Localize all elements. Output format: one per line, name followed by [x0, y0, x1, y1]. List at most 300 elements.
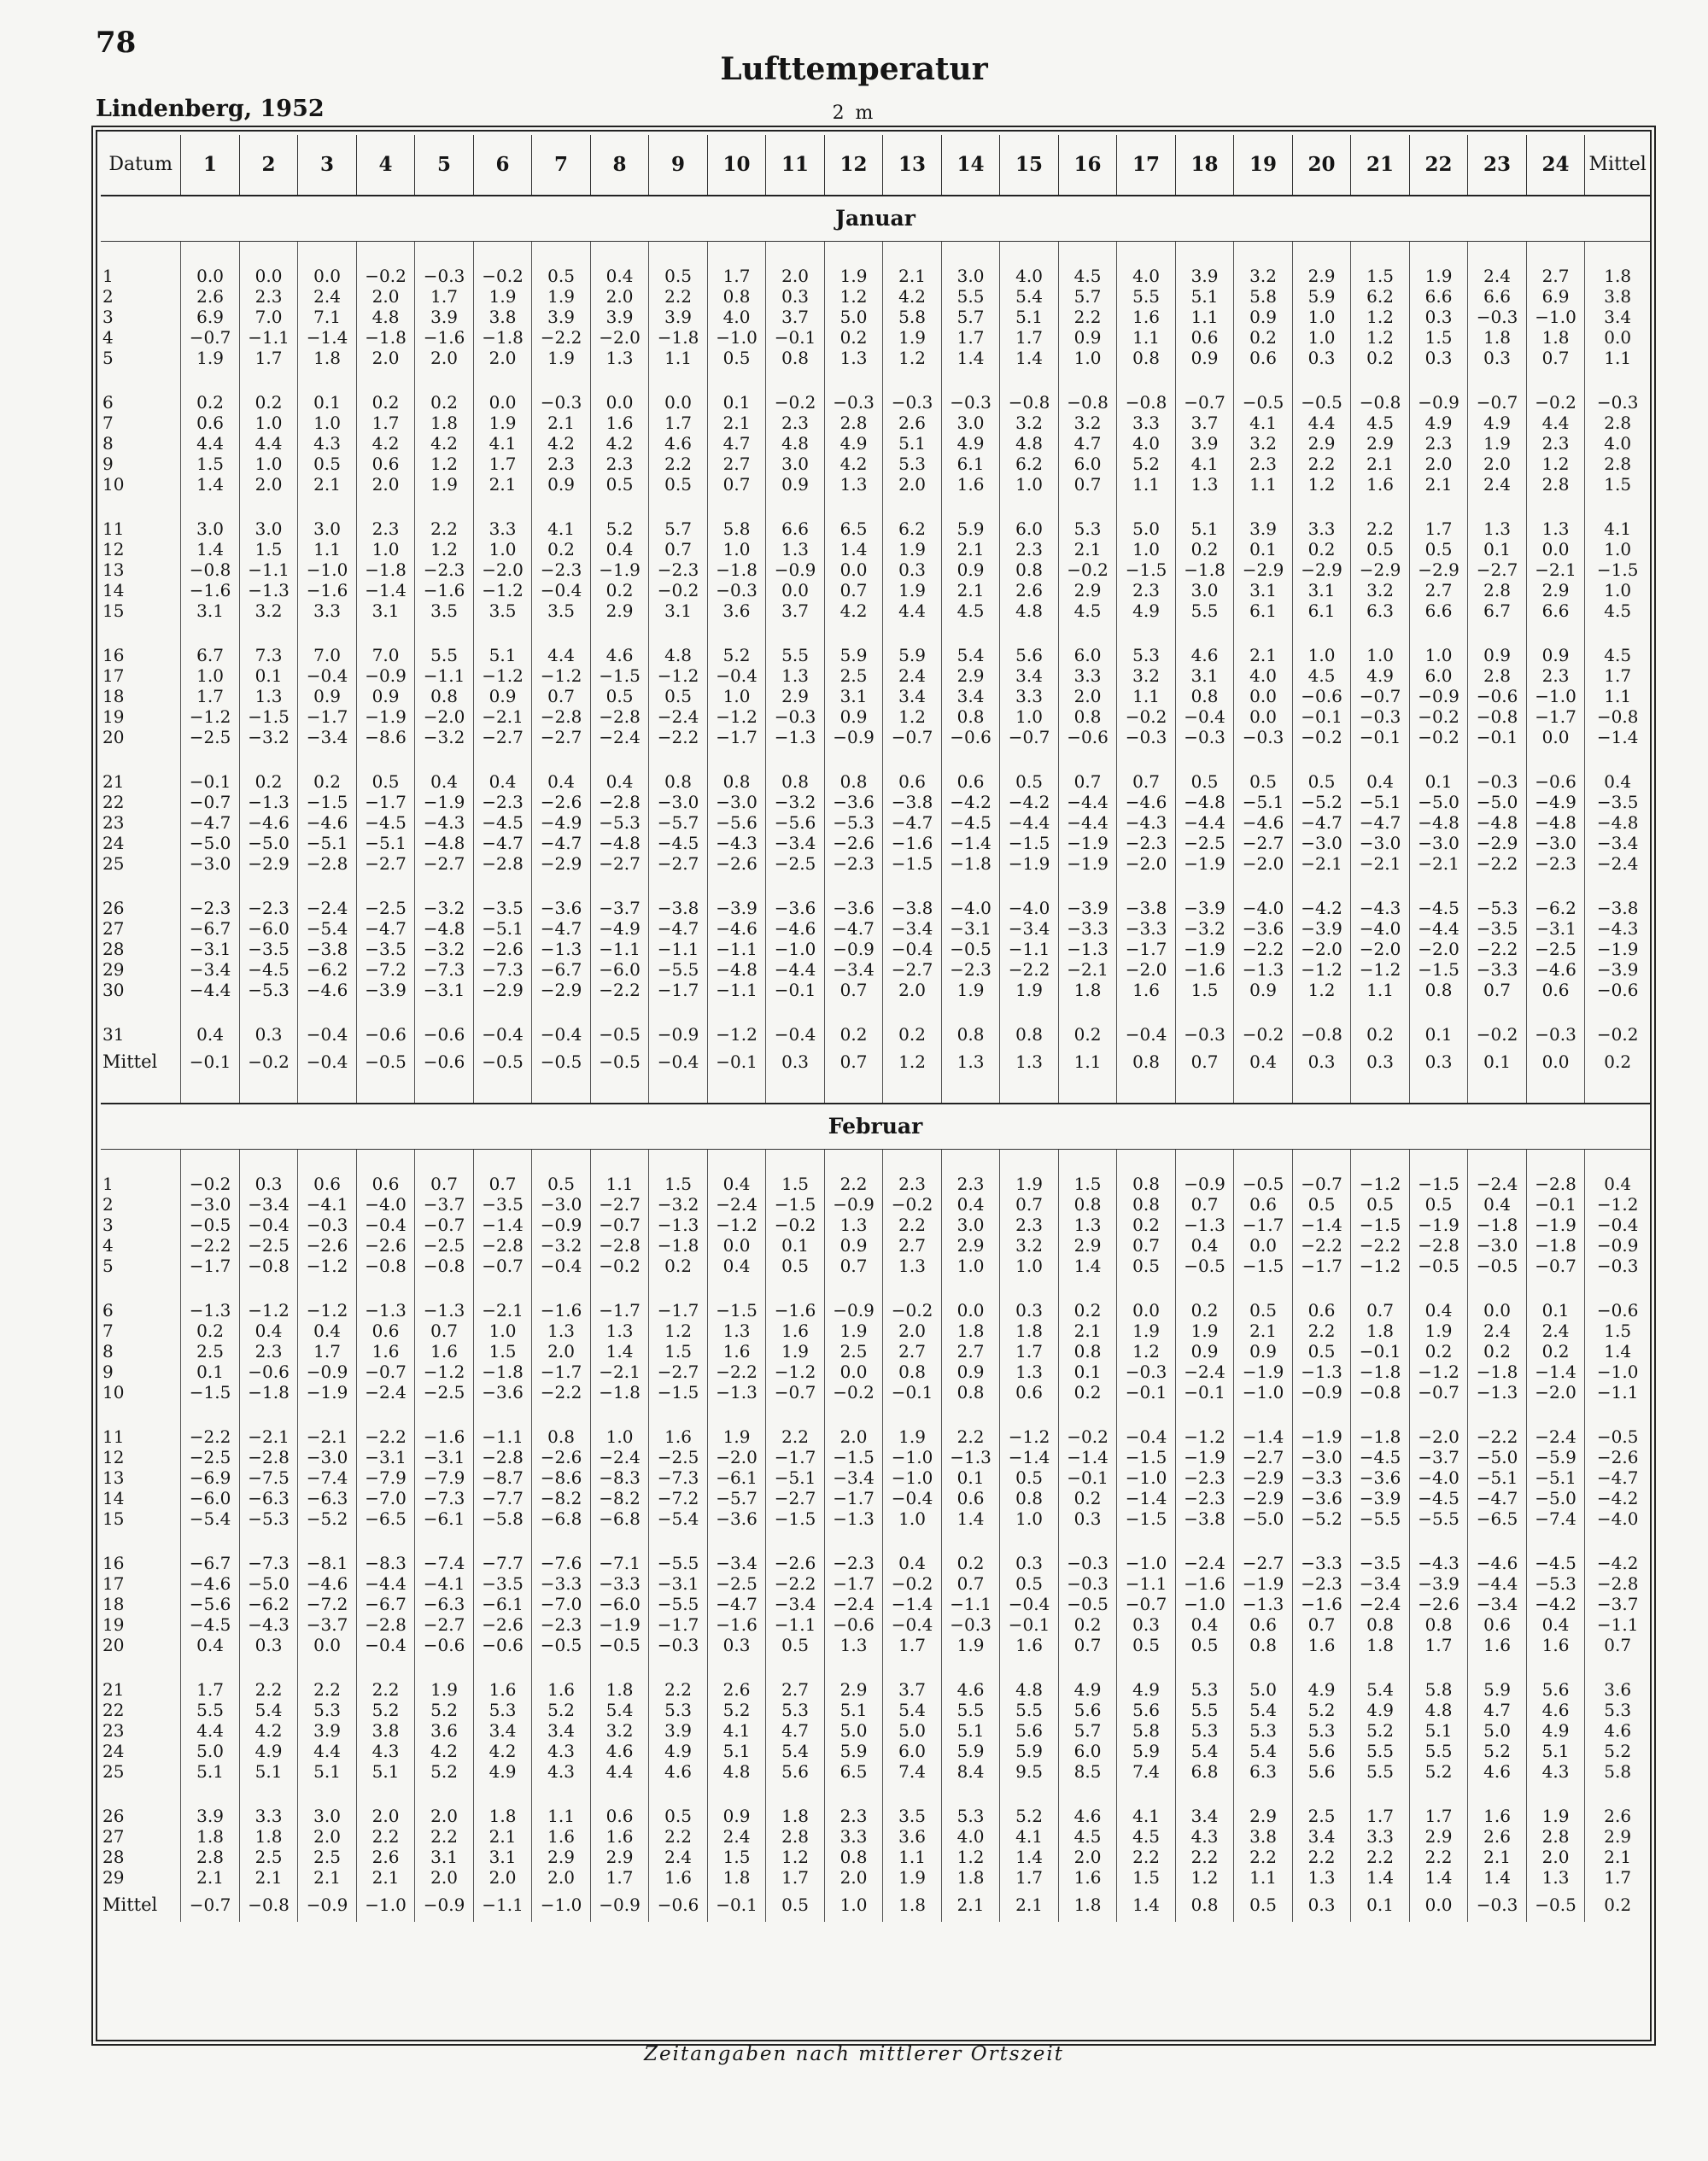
- daily-mean: −3.9: [1585, 959, 1650, 980]
- hourly-value: 0.6: [590, 1806, 649, 1826]
- daily-mean: −0.8: [1585, 706, 1650, 727]
- hourly-value: 3.1: [356, 600, 415, 621]
- hourly-value: 1.8: [1058, 1888, 1117, 1922]
- hourly-value: −4.6: [298, 1573, 357, 1594]
- hourly-value: 0.4: [1468, 1194, 1527, 1215]
- hourly-value: −6.2: [1526, 898, 1585, 918]
- spacer-row: [101, 1079, 1650, 1104]
- hourly-value: 0.2: [415, 392, 474, 413]
- day-number: 25: [102, 853, 125, 874]
- hourly-value: −0.9: [590, 1888, 649, 1922]
- daily-mean: −1.5: [1585, 559, 1650, 580]
- hourly-value: 4.4: [532, 645, 591, 665]
- hourly-value: −0.4: [298, 665, 357, 686]
- hourly-value: 3.3: [298, 600, 357, 621]
- hourly-value: −1.8: [1351, 1426, 1410, 1447]
- hourly-value: 5.1: [298, 1761, 357, 1782]
- hourly-value: −3.9: [1292, 918, 1351, 939]
- hourly-value: 0.8: [824, 1847, 883, 1867]
- hourly-value: −1.3: [356, 1300, 415, 1321]
- daily-mean: −3.5: [1585, 792, 1650, 812]
- hourly-value: −0.9: [824, 727, 883, 747]
- hourly-value: −2.8: [356, 1614, 415, 1635]
- hourly-value: −2.3: [1526, 853, 1585, 874]
- hourly-value: −1.6: [1175, 1573, 1234, 1594]
- hourly-value: 0.2: [356, 392, 415, 413]
- hourly-value: 5.2: [1000, 1806, 1059, 1826]
- hourly-value: 2.1: [473, 1826, 532, 1847]
- hourly-value: 2.0: [824, 1867, 883, 1888]
- hourly-value: −4.4: [1175, 812, 1234, 833]
- hourly-value: −0.2: [1058, 559, 1117, 580]
- hourly-value: −2.2: [649, 727, 708, 747]
- hourly-value: 2.9: [1351, 433, 1410, 454]
- hourly-value: −4.7: [473, 833, 532, 853]
- hourly-value: 1.6: [766, 1321, 825, 1341]
- hourly-value: 5.8: [1409, 1679, 1468, 1700]
- hourly-value: 2.8: [1468, 665, 1527, 686]
- hourly-value: 3.9: [590, 307, 649, 327]
- hourly-value: −0.7: [356, 1362, 415, 1382]
- hourly-value: 5.3: [766, 1700, 825, 1720]
- hourly-value: −0.2: [356, 266, 415, 286]
- hourly-value: 1.6: [590, 1826, 649, 1847]
- hourly-value: −1.6: [181, 580, 240, 600]
- hourly-value: −7.2: [649, 1488, 708, 1508]
- hourly-value: 0.9: [532, 474, 591, 495]
- hourly-value: 0.9: [1234, 980, 1293, 1000]
- hourly-value: 5.2: [532, 1700, 591, 1720]
- hourly-value: −4.3: [1351, 898, 1410, 918]
- hourly-value: −0.2: [1058, 1426, 1117, 1447]
- daily-mean: −1.1: [1585, 1382, 1650, 1403]
- hourly-value: −2.0: [1292, 939, 1351, 959]
- day-row: [101, 600, 1650, 621]
- hourly-value: 0.0: [766, 580, 825, 600]
- hourly-value: −1.9: [1058, 853, 1117, 874]
- hourly-value: −2.7: [649, 1362, 708, 1382]
- hourly-value: −3.0: [532, 1194, 591, 1215]
- hourly-value: 0.9: [1234, 1341, 1293, 1362]
- hourly-value: 0.5: [649, 686, 708, 706]
- hourly-value: 6.9: [181, 307, 240, 327]
- hourly-value: 5.6: [1000, 1720, 1059, 1741]
- hourly-value: −0.8: [1351, 1382, 1410, 1403]
- hourly-value: 5.0: [824, 307, 883, 327]
- hourly-value: 5.7: [1058, 286, 1117, 307]
- hourly-value: 4.3: [1526, 1761, 1585, 1782]
- hourly-value: 1.9: [1409, 1321, 1468, 1341]
- hourly-value: 0.9: [473, 686, 532, 706]
- hourly-value: 5.1: [356, 1761, 415, 1782]
- hourly-value: 2.0: [473, 1867, 532, 1888]
- day-row: [101, 474, 1650, 495]
- hourly-value: −2.1: [590, 1362, 649, 1382]
- hourly-value: 0.4: [298, 1321, 357, 1341]
- hourly-value: 2.1: [1058, 1321, 1117, 1341]
- hourly-value: 3.4: [1292, 1826, 1351, 1847]
- hourly-value: 2.1: [1234, 1321, 1293, 1341]
- hourly-value: 0.5: [298, 454, 357, 474]
- hourly-value: −2.9: [473, 980, 532, 1000]
- hourly-value: −6.8: [532, 1508, 591, 1529]
- hourly-value: 0.3: [1292, 348, 1351, 368]
- hourly-value: 1.9: [883, 539, 942, 559]
- hourly-value: −2.6: [532, 792, 591, 812]
- hourly-value: 2.6: [1000, 580, 1059, 600]
- hourly-value: −2.6: [766, 1553, 825, 1573]
- hourly-value: 0.2: [824, 327, 883, 348]
- hourly-value: 1.2: [1292, 980, 1351, 1000]
- hourly-value: 0.6: [941, 771, 1000, 792]
- hourly-value: 4.2: [590, 433, 649, 454]
- day-number: 5: [102, 1256, 114, 1276]
- hourly-value: 0.9: [1526, 645, 1585, 665]
- hourly-value: −0.1: [1351, 727, 1410, 747]
- hourly-value: 3.7: [766, 600, 825, 621]
- hourly-value: −0.7: [1351, 686, 1410, 706]
- hourly-value: 1.7: [298, 1341, 357, 1362]
- hourly-value: −1.3: [1292, 1362, 1351, 1382]
- hourly-value: 2.0: [532, 1341, 591, 1362]
- hourly-value: −1.4: [1526, 1362, 1585, 1382]
- hourly-value: −2.4: [1526, 1426, 1585, 1447]
- hourly-value: −2.0: [1117, 853, 1176, 874]
- hourly-value: −2.3: [415, 559, 474, 580]
- day-number: 1: [102, 266, 114, 286]
- hourly-value: 0.7: [1351, 1300, 1410, 1321]
- hourly-value: 3.1: [1175, 665, 1234, 686]
- hourly-value: 0.5: [1351, 1194, 1410, 1215]
- hourly-value: 1.7: [1000, 327, 1059, 348]
- hourly-value: −0.3: [1058, 1573, 1117, 1594]
- hourly-value: 2.2: [1292, 1847, 1351, 1867]
- hourly-value: −1.5: [766, 1194, 825, 1215]
- hourly-value: −0.6: [941, 727, 1000, 747]
- hourly-value: 2.1: [298, 474, 357, 495]
- hourly-value: −1.5: [1117, 1508, 1176, 1529]
- hourly-value: 4.3: [298, 433, 357, 454]
- hourly-value: 4.6: [1058, 1806, 1117, 1826]
- hourly-value: 0.2: [1468, 1341, 1527, 1362]
- hourly-value: −1.5: [590, 665, 649, 686]
- header-hour-21: 21: [1351, 135, 1410, 196]
- hourly-value: −2.7: [1234, 1553, 1293, 1573]
- daily-mean: −2.8: [1585, 1573, 1650, 1594]
- hourly-value: 1.4: [181, 474, 240, 495]
- hourly-value: 1.9: [766, 1341, 825, 1362]
- hourly-value: 5.3: [1058, 518, 1117, 539]
- hourly-value: −2.3: [181, 898, 240, 918]
- hourly-value: 0.2: [1058, 1300, 1117, 1321]
- header-hour-1: 1: [181, 135, 240, 196]
- hourly-value: −1.2: [473, 665, 532, 686]
- day-row: [101, 1488, 1650, 1508]
- hourly-value: −4.5: [181, 1614, 240, 1635]
- spacer-row: [101, 1150, 1650, 1174]
- hourly-value: 2.9: [941, 665, 1000, 686]
- hourly-value: 3.0: [298, 1806, 357, 1826]
- hourly-value: 0.1: [1058, 1362, 1117, 1382]
- hourly-value: 4.0: [1117, 433, 1176, 454]
- hourly-value: 2.1: [883, 266, 942, 286]
- hourly-value: −1.1: [941, 1594, 1000, 1614]
- daily-mean: −1.0: [1585, 1362, 1650, 1382]
- hourly-value: 2.9: [1292, 433, 1351, 454]
- hourly-value: 0.2: [1175, 539, 1234, 559]
- hourly-value: −1.9: [356, 706, 415, 727]
- hourly-value: −1.7: [824, 1573, 883, 1594]
- hourly-value: −8.3: [356, 1553, 415, 1573]
- hourly-value: −7.5: [239, 1467, 298, 1488]
- hourly-value: 1.6: [1292, 1635, 1351, 1655]
- hourly-value: −3.5: [1468, 918, 1527, 939]
- hourly-value: 3.2: [1234, 433, 1293, 454]
- hourly-value: 0.8: [1234, 1635, 1293, 1655]
- hourly-value: −2.2: [766, 1573, 825, 1594]
- hourly-value: 0.1: [1526, 1300, 1585, 1321]
- hourly-value: 0.4: [1351, 771, 1410, 792]
- hourly-value: −0.9: [298, 1362, 357, 1382]
- hourly-value: −1.5: [707, 1300, 766, 1321]
- hourly-value: 1.3: [824, 474, 883, 495]
- hourly-value: 1.3: [1000, 1045, 1059, 1079]
- station-year: Lindenberg, 1952: [96, 96, 325, 122]
- hourly-value: −5.1: [1526, 1467, 1585, 1488]
- hourly-value: 1.5: [707, 1847, 766, 1867]
- hourly-value: 4.8: [649, 645, 708, 665]
- hourly-value: 5.1: [1526, 1741, 1585, 1761]
- hourly-value: −0.9: [649, 1024, 708, 1045]
- hourly-value: −0.3: [1117, 727, 1176, 747]
- hourly-value: −2.5: [181, 1447, 240, 1467]
- hourly-value: −0.8: [356, 1256, 415, 1276]
- hourly-value: −4.6: [707, 918, 766, 939]
- hourly-value: 0.1: [239, 665, 298, 686]
- hourly-value: −4.8: [415, 833, 474, 853]
- header-hour-17: 17: [1117, 135, 1176, 196]
- hourly-value: −2.2: [707, 1362, 766, 1382]
- hourly-value: −3.0: [1351, 833, 1410, 853]
- hourly-value: −1.6: [415, 327, 474, 348]
- hourly-value: 3.6: [883, 1826, 942, 1847]
- hourly-value: 0.9: [1175, 1341, 1234, 1362]
- hourly-value: 2.9: [1058, 580, 1117, 600]
- hourly-value: 1.9: [473, 286, 532, 307]
- day-row: [101, 1867, 1650, 1888]
- hourly-value: 0.2: [1234, 327, 1293, 348]
- hourly-value: 1.3: [766, 539, 825, 559]
- daily-mean: 4.1: [1585, 518, 1650, 539]
- hourly-value: −0.1: [1526, 1194, 1585, 1215]
- hourly-value: −1.6: [298, 580, 357, 600]
- hourly-value: −3.5: [473, 1573, 532, 1594]
- day-row: [101, 580, 1650, 600]
- hourly-value: 5.3: [1175, 1720, 1234, 1741]
- hourly-value: −7.3: [415, 959, 474, 980]
- hourly-value: −2.7: [415, 853, 474, 874]
- hourly-value: −0.2: [883, 1194, 942, 1215]
- hourly-value: 1.1: [883, 1847, 942, 1867]
- hourly-value: 3.3: [239, 1806, 298, 1826]
- hourly-value: 1.1: [1117, 686, 1176, 706]
- hourly-value: −4.3: [239, 1614, 298, 1635]
- hourly-value: −3.6: [532, 898, 591, 918]
- hourly-value: −2.6: [532, 1447, 591, 1467]
- hourly-value: −0.8: [1351, 392, 1410, 413]
- daily-mean: −4.8: [1585, 812, 1650, 833]
- hourly-value: −1.6: [415, 1426, 474, 1447]
- hourly-value: 5.5: [1117, 286, 1176, 307]
- hourly-value: 0.2: [883, 1024, 942, 1045]
- day-row: [101, 518, 1650, 539]
- hourly-value: 2.6: [883, 413, 942, 433]
- hourly-value: −0.4: [649, 1045, 708, 1079]
- hourly-value: −1.8: [707, 559, 766, 580]
- hourly-value: 1.3: [707, 1321, 766, 1341]
- hourly-value: 6.6: [1468, 286, 1527, 307]
- hourly-value: −1.3: [649, 1215, 708, 1235]
- hourly-value: 2.7: [1409, 580, 1468, 600]
- hourly-value: 1.1: [1058, 1045, 1117, 1079]
- hourly-value: 1.6: [707, 1341, 766, 1362]
- hourly-value: 4.1: [1175, 454, 1234, 474]
- hourly-value: 1.6: [1526, 1635, 1585, 1655]
- hourly-value: 3.5: [532, 600, 591, 621]
- hourly-value: −3.8: [883, 898, 942, 918]
- hourly-value: 1.6: [1351, 474, 1410, 495]
- hourly-value: −3.1: [1526, 918, 1585, 939]
- hourly-value: 3.0: [1175, 580, 1234, 600]
- hourly-value: 2.9: [941, 1235, 1000, 1256]
- hourly-value: 6.2: [883, 518, 942, 539]
- hourly-value: 0.5: [1409, 539, 1468, 559]
- hourly-value: −2.3: [824, 1553, 883, 1573]
- hourly-value: −2.0: [415, 706, 474, 727]
- hourly-value: −2.8: [239, 1447, 298, 1467]
- hourly-value: 2.9: [766, 686, 825, 706]
- hourly-value: 0.5: [590, 686, 649, 706]
- hourly-value: 1.0: [298, 413, 357, 433]
- hourly-value: 4.5: [1117, 1826, 1176, 1847]
- day-number: 27: [102, 918, 125, 939]
- hourly-value: −0.5: [1526, 1888, 1585, 1922]
- hourly-value: −1.7: [1234, 1215, 1293, 1235]
- hourly-value: 1.1: [1234, 1867, 1293, 1888]
- hourly-value: −1.5: [883, 853, 942, 874]
- hourly-value: 2.8: [181, 1847, 240, 1867]
- hourly-value: −2.8: [473, 1235, 532, 1256]
- hourly-value: 0.7: [415, 1321, 474, 1341]
- header-hour-3: 3: [298, 135, 357, 196]
- hourly-value: −6.3: [415, 1594, 474, 1614]
- hourly-value: 1.6: [1117, 980, 1176, 1000]
- hourly-value: −2.9: [239, 853, 298, 874]
- hourly-value: −2.4: [1468, 1174, 1527, 1194]
- hourly-value: −7.2: [298, 1594, 357, 1614]
- hourly-value: −0.7: [1117, 1594, 1176, 1614]
- hourly-value: 3.7: [766, 307, 825, 327]
- hourly-value: −4.7: [356, 918, 415, 939]
- hourly-value: 4.4: [883, 600, 942, 621]
- hourly-value: 0.6: [1526, 980, 1585, 1000]
- day-row: [101, 1741, 1650, 1761]
- hourly-value: 5.2: [1468, 1741, 1527, 1761]
- hourly-value: −4.9: [590, 918, 649, 939]
- hourly-value: −1.2: [298, 1256, 357, 1276]
- hourly-value: 0.4: [473, 771, 532, 792]
- hourly-value: −7.9: [356, 1467, 415, 1488]
- hourly-value: −1.3: [239, 580, 298, 600]
- hourly-value: −4.4: [1468, 1573, 1527, 1594]
- hourly-value: 0.7: [473, 1174, 532, 1194]
- day-number: 26: [102, 898, 125, 918]
- hourly-value: 1.1: [1117, 474, 1176, 495]
- hourly-value: 2.2: [824, 1174, 883, 1194]
- day-number: 20: [102, 1635, 125, 1655]
- hourly-value: −1.2: [1351, 959, 1410, 980]
- hourly-value: 1.3: [1468, 518, 1527, 539]
- hourly-value: −2.5: [1526, 939, 1585, 959]
- hourly-value: 2.2: [1058, 307, 1117, 327]
- hourly-value: 0.6: [1234, 348, 1293, 368]
- hourly-value: −0.1: [1292, 706, 1351, 727]
- hourly-value: 5.5: [181, 1700, 240, 1720]
- header-hour-22: 22: [1409, 135, 1468, 196]
- day-number: 15: [102, 600, 125, 621]
- hourly-value: −6.5: [356, 1508, 415, 1529]
- daily-mean: 0.7: [1585, 1635, 1650, 1655]
- hourly-value: −1.4: [1234, 1426, 1293, 1447]
- hourly-value: −1.1: [239, 559, 298, 580]
- hourly-value: −4.3: [707, 833, 766, 853]
- hourly-value: 1.3: [766, 665, 825, 686]
- hourly-value: −2.6: [707, 853, 766, 874]
- hourly-value: 0.3: [1468, 348, 1527, 368]
- hourly-value: 0.2: [1058, 1614, 1117, 1635]
- hourly-value: −4.4: [1058, 812, 1117, 833]
- hourly-value: −7.2: [356, 959, 415, 980]
- hourly-value: 1.3: [1526, 1867, 1585, 1888]
- hourly-value: 1.5: [649, 1341, 708, 1362]
- hourly-value: 0.9: [941, 1362, 1000, 1382]
- hourly-value: 0.5: [1351, 539, 1410, 559]
- hourly-value: 2.7: [1526, 266, 1585, 286]
- hourly-value: 1.1: [1175, 307, 1234, 327]
- hourly-value: 0.0: [649, 392, 708, 413]
- hourly-value: −3.8: [883, 792, 942, 812]
- hourly-value: −1.8: [356, 327, 415, 348]
- hourly-value: 0.1: [1468, 539, 1527, 559]
- hourly-value: 0.4: [532, 771, 591, 792]
- hourly-value: 3.0: [239, 518, 298, 539]
- day-row: [101, 853, 1650, 874]
- hourly-value: 4.4: [239, 433, 298, 454]
- hourly-value: −4.5: [1409, 898, 1468, 918]
- hourly-value: 2.2: [1292, 1321, 1351, 1341]
- hourly-value: 3.0: [181, 518, 240, 539]
- hourly-value: 3.2: [1058, 413, 1117, 433]
- hourly-value: −3.3: [1468, 959, 1527, 980]
- page-number: 78: [96, 26, 137, 60]
- footer-note: Zeitangaben nach mittlerer Ortszeit: [644, 2043, 1064, 2065]
- hourly-value: 5.3: [941, 1806, 1000, 1826]
- hourly-value: 2.7: [707, 454, 766, 474]
- hourly-value: 6.6: [1409, 286, 1468, 307]
- hourly-value: −1.5: [1409, 959, 1468, 980]
- hourly-value: 4.6: [1468, 1761, 1527, 1782]
- hourly-value: −0.4: [766, 1024, 825, 1045]
